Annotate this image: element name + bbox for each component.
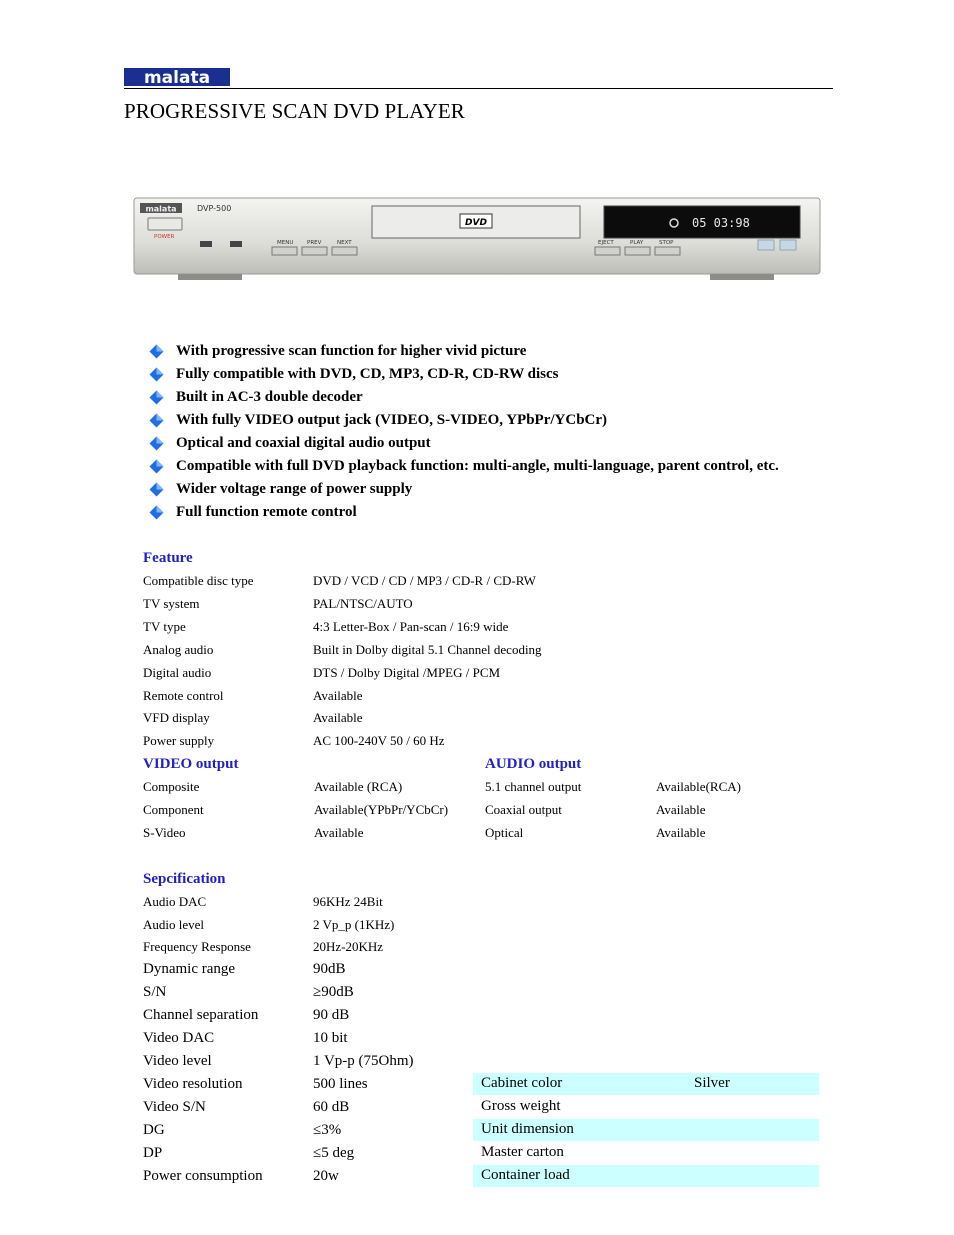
spec-value: 1 Vp-p (75Ohm) bbox=[313, 1053, 414, 1069]
packing-label: Gross weight bbox=[481, 1098, 561, 1114]
audio-output-label: Coaxial output bbox=[485, 802, 562, 817]
stop-button[interactable] bbox=[655, 247, 680, 255]
stop-label: STOP bbox=[659, 240, 674, 246]
feature-label: Analog audio bbox=[143, 641, 214, 657]
spec-label: Frequency Response bbox=[143, 939, 251, 955]
eject-button[interactable] bbox=[595, 247, 620, 255]
feature-label: Remote control bbox=[143, 687, 224, 703]
next-button[interactable] bbox=[332, 247, 357, 255]
feature-bullet-text: Fully compatible with DVD, CD, MP3, CD-R, CD-RW discs bbox=[176, 366, 559, 382]
spec-label: Video DAC bbox=[143, 1030, 215, 1046]
diamond-bullet-icon bbox=[149, 367, 164, 382]
diamond-bullet-icon bbox=[149, 459, 164, 474]
page-title: PROGRESSIVE SCAN DVD PLAYER bbox=[124, 99, 465, 123]
spec-label: Video resolution bbox=[143, 1076, 243, 1092]
spec-label: Dynamic range bbox=[143, 961, 236, 977]
feature-bullet-list bbox=[149, 340, 779, 524]
diamond-bullet-icon bbox=[149, 505, 164, 520]
power-label: POWER bbox=[154, 234, 175, 240]
video-output-label: Composite bbox=[143, 779, 200, 794]
feature-label: TV system bbox=[143, 595, 200, 611]
packing-row bbox=[473, 1119, 819, 1141]
audio-output-label: 5.1 channel output bbox=[485, 779, 582, 794]
packing-row bbox=[473, 1165, 819, 1187]
menu-button[interactable] bbox=[272, 247, 297, 255]
feature-value: DVD / VCD / CD / MP3 / CD-R / CD-RW bbox=[313, 573, 536, 588]
spec-label: DP bbox=[143, 1145, 163, 1161]
spec-label: Channel separation bbox=[143, 1007, 259, 1023]
feature-label: Power supply bbox=[143, 733, 215, 749]
video-output-label: Component bbox=[143, 802, 204, 817]
player-brand: malata bbox=[145, 204, 177, 214]
spec-value: 60 dB bbox=[313, 1099, 350, 1115]
spec-value: 20Hz-20KHz bbox=[313, 939, 384, 955]
spec-label: Audio level bbox=[143, 916, 205, 932]
video-output-label: S-Video bbox=[143, 825, 186, 840]
packing-row bbox=[473, 1096, 819, 1118]
feature-bullet-text: Optical and coaxial digital audio output bbox=[176, 435, 431, 451]
packing-row bbox=[473, 1142, 819, 1164]
spec-label: Video S/N bbox=[143, 1099, 206, 1115]
feature-bullet-item bbox=[149, 432, 779, 455]
packing-value: Silver bbox=[694, 1075, 730, 1091]
packing-label: Master carton bbox=[481, 1144, 564, 1160]
spec-value: 90 dB bbox=[313, 1007, 350, 1023]
audio-output-label: Optical bbox=[485, 825, 524, 840]
tray-dvd-logo: DVD bbox=[465, 218, 487, 228]
play-button[interactable] bbox=[625, 247, 650, 255]
diamond-bullet-icon bbox=[149, 413, 164, 428]
brand-logo bbox=[124, 64, 234, 90]
spec-value: 96KHz 24Bit bbox=[313, 894, 383, 909]
diamond-bullet-icon bbox=[149, 344, 164, 359]
feature-bullet-item bbox=[149, 386, 779, 409]
feature-bullet-item bbox=[149, 340, 779, 363]
diamond-bullet-icon bbox=[149, 390, 164, 405]
audio-output-heading: AUDIO output bbox=[485, 756, 582, 772]
diamond-bullet-icon bbox=[149, 482, 164, 497]
audio-output-value: Available(RCA) bbox=[656, 779, 741, 794]
packing-label: Unit dimension bbox=[481, 1121, 574, 1137]
feature-label: TV type bbox=[143, 618, 186, 634]
dvd-player-image bbox=[124, 196, 824, 286]
feature-bullet-text: Compatible with full DVD playback function: multi-angle, multi-language, parent control, etc. bbox=[176, 458, 779, 474]
feature-value: PAL/NTSC/AUTO bbox=[313, 595, 413, 611]
feature-value: Available bbox=[313, 687, 363, 703]
packing-label: Cabinet color bbox=[481, 1075, 563, 1091]
spec-label: Audio DAC bbox=[143, 894, 207, 909]
audio-output-value: Available bbox=[656, 802, 706, 817]
feature-value: Available bbox=[313, 710, 363, 726]
right-foot bbox=[710, 274, 774, 280]
spec-label: Power consumption bbox=[143, 1168, 263, 1184]
feature-value: DTS / Dolby Digital /MPEG / PCM bbox=[313, 664, 501, 680]
feature-bullet-text: With fully VIDEO output jack (VIDEO, S-VIDEO, YPbPr/YCbCr) bbox=[176, 412, 608, 428]
prev-button[interactable] bbox=[302, 247, 327, 255]
spec-value: ≥90dB bbox=[313, 984, 354, 1000]
spec-value: ≤5 deg bbox=[313, 1145, 355, 1161]
feature-value: Built in Dolby digital 5.1 Channel decoding bbox=[313, 641, 542, 657]
feature-bullet-item bbox=[149, 501, 779, 524]
feature-bullet-text: Built in AC-3 double decoder bbox=[176, 389, 363, 405]
specification-heading: Sepcification bbox=[143, 871, 226, 887]
prev-label: PREV bbox=[307, 240, 322, 246]
spec-value: 2 Vp_p (1KHz) bbox=[313, 916, 395, 932]
feature-bullet-item bbox=[149, 455, 779, 478]
feature-value: 4:3 Letter-Box / Pan-scan / 16:9 wide bbox=[313, 618, 509, 634]
spec-value: 500 lines bbox=[313, 1076, 368, 1092]
feature-bullet-text: With progressive scan function for higher vivid picture bbox=[176, 343, 527, 359]
power-button[interactable] bbox=[148, 218, 182, 230]
spec-label: Video level bbox=[143, 1053, 212, 1069]
spec-value: 20w bbox=[313, 1168, 339, 1184]
feature-label: VFD display bbox=[143, 710, 210, 726]
display-time: 05 03:98 bbox=[692, 216, 750, 230]
video-output-value: Available(YPbPr/YCbCr) bbox=[314, 802, 449, 817]
next-label: NEXT bbox=[337, 240, 352, 246]
feature-bullet-item bbox=[149, 478, 779, 501]
feature-bullet-item bbox=[149, 409, 779, 432]
feature-value: AC 100-240V 50 / 60 Hz bbox=[313, 733, 445, 749]
audio-output-value: Available bbox=[656, 825, 706, 840]
video-output-heading: VIDEO output bbox=[143, 756, 239, 772]
feature-label: Compatible disc type bbox=[143, 573, 254, 588]
video-output-value: Available bbox=[314, 825, 364, 840]
play-label: PLAY bbox=[630, 240, 644, 246]
logo-text: malata bbox=[143, 68, 211, 88]
header-rule bbox=[124, 88, 833, 89]
feature-bullet-text: Full function remote control bbox=[176, 504, 357, 520]
feature-heading: Feature bbox=[143, 550, 193, 566]
eject-label: EJECT bbox=[598, 240, 614, 246]
feature-bullet-text: Wider voltage range of power supply bbox=[176, 481, 413, 497]
feature-bullet-item bbox=[149, 363, 779, 386]
spec-value: 90dB bbox=[313, 961, 346, 977]
feature-label: Digital audio bbox=[143, 664, 212, 680]
player-model: DVP-500 bbox=[197, 204, 232, 213]
spec-label: DG bbox=[143, 1122, 165, 1138]
spec-value: 10 bit bbox=[313, 1030, 348, 1046]
packing-row bbox=[473, 1073, 819, 1095]
menu-label: MENU bbox=[277, 240, 294, 246]
left-foot bbox=[178, 274, 242, 280]
packing-label: Container load bbox=[481, 1167, 570, 1183]
diamond-bullet-icon bbox=[149, 436, 164, 451]
spec-label: S/N bbox=[143, 984, 167, 1000]
video-output-value: Available (RCA) bbox=[314, 779, 403, 794]
spec-value: ≤3% bbox=[313, 1122, 342, 1138]
